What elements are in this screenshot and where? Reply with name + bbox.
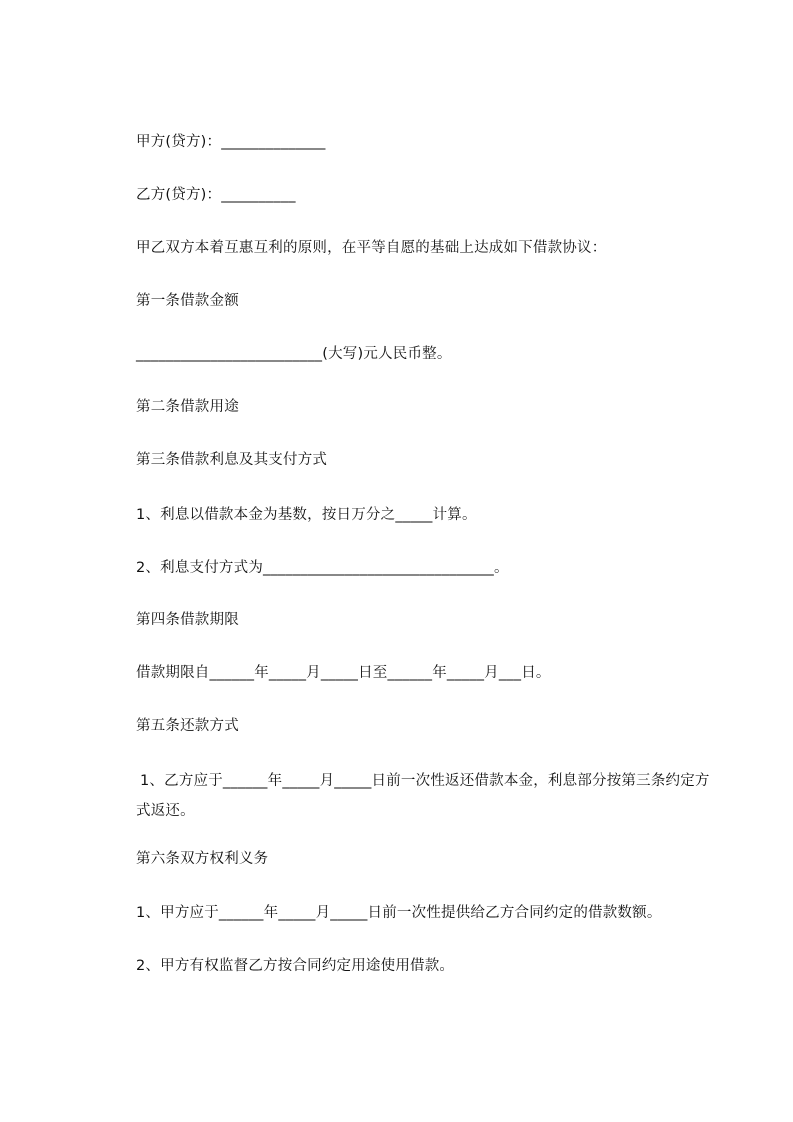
article-3-item-1: 1、利息以借款本金为基数，按日万分之_____计算。 xyxy=(136,507,477,523)
article-1-title: 第一条借款金额 xyxy=(136,293,239,309)
article-1-amount: _________________________(大写)元人民币整。 xyxy=(136,346,452,362)
article-3-title: 第三条借款利息及其支付方式 xyxy=(136,452,328,468)
article-4-title: 第四条借款期限 xyxy=(136,612,239,628)
preamble: 甲乙双方本着互惠互利的原则，在平等自愿的基础上达成如下借款协议： xyxy=(136,240,607,256)
party-b-line: 乙方(贷方)：__________ xyxy=(136,187,296,203)
article-5-title: 第五条还款方式 xyxy=(136,718,239,734)
article-4-period: 借款期限自______年_____月_____日至______年_____月___日。 xyxy=(136,665,551,681)
article-6-title: 第六条双方权利义务 xyxy=(136,851,269,867)
article-6-item-2: 2、甲方有权监督乙方按合同约定用途使用借款。 xyxy=(136,958,455,974)
party-a-line: 甲方(贷方)：______________ xyxy=(136,134,326,150)
article-3-item-2: 2、利息支付方式为_______________________________。 xyxy=(136,560,509,576)
article-5-item-1: 1、乙方应于______年_____月_____日前一次性返还借款本金，利息部分按第三条约定方式返还。 xyxy=(136,773,710,819)
article-2-title: 第二条借款用途 xyxy=(136,399,239,415)
article-6-item-1: 1、甲方应于______年_____月_____日前一次性提供给乙方合同约定的借款数额。 xyxy=(136,905,662,921)
